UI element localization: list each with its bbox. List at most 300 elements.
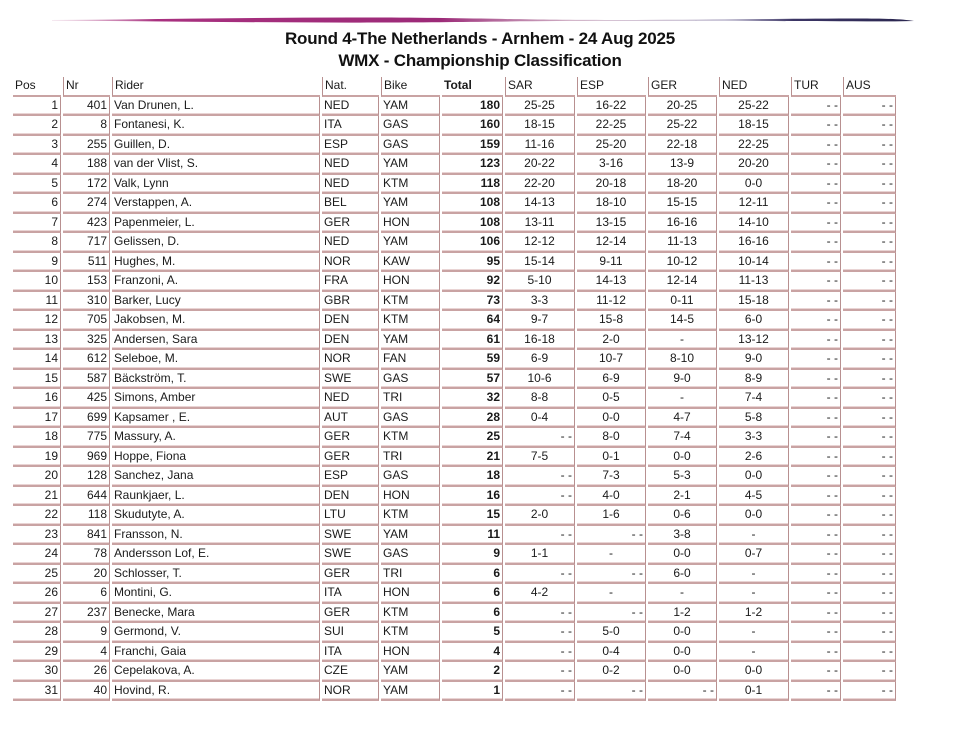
col-header-bike: Bike	[381, 77, 440, 97]
sar-cell: 14-13	[505, 194, 575, 214]
ger-cell: 3-8	[648, 526, 717, 546]
nr-cell: 6	[63, 584, 110, 604]
nat-cell: LTU	[322, 506, 379, 526]
col-header-nat: Nat.	[322, 77, 379, 97]
pos-cell: 17	[13, 409, 61, 429]
tur-cell: - -	[791, 194, 841, 214]
total-cell: 6	[442, 604, 503, 624]
ger-cell: - -	[648, 682, 717, 702]
esp-cell: 20-18	[577, 175, 646, 195]
total-cell: 5	[442, 623, 503, 643]
bike-cell: HON	[381, 214, 440, 234]
total-cell: 61	[442, 331, 503, 351]
rider-cell: Van Drunen, L.	[112, 97, 320, 117]
total-cell: 73	[442, 292, 503, 312]
tur-cell: - -	[791, 292, 841, 312]
total-cell: 64	[442, 311, 503, 331]
nr-cell: 172	[63, 175, 110, 195]
table-row	[13, 487, 896, 507]
tur-cell: - -	[791, 506, 841, 526]
esp-cell: 8-0	[577, 428, 646, 448]
pos-cell: 31	[13, 682, 61, 702]
ned-cell: -	[719, 565, 789, 585]
rider-cell: Benecke, Mara	[112, 604, 320, 624]
total-cell: 28	[442, 409, 503, 429]
bike-cell: YAM	[381, 194, 440, 214]
ned-cell: 9-0	[719, 350, 789, 370]
total-cell: 95	[442, 253, 503, 273]
total-cell: 9	[442, 545, 503, 565]
bike-cell: KTM	[381, 428, 440, 448]
tur-cell: - -	[791, 214, 841, 234]
ger-cell: 5-3	[648, 467, 717, 487]
aus-cell: - -	[843, 467, 896, 487]
aus-cell: - -	[843, 311, 896, 331]
table-row	[13, 331, 896, 351]
ger-cell: 0-11	[648, 292, 717, 312]
tur-cell: - -	[791, 331, 841, 351]
ned-cell: 14-10	[719, 214, 789, 234]
rider-cell: Montini, G.	[112, 584, 320, 604]
sar-cell: - -	[505, 467, 575, 487]
esp-cell: 16-22	[577, 97, 646, 117]
total-cell: 1	[442, 682, 503, 702]
aus-cell: - -	[843, 545, 896, 565]
nr-cell: 188	[63, 155, 110, 175]
nr-cell: 26	[63, 662, 110, 682]
total-cell: 6	[442, 584, 503, 604]
bike-cell: YAM	[381, 233, 440, 253]
col-header-sar: SAR	[505, 77, 575, 97]
tur-cell: - -	[791, 233, 841, 253]
table-row	[13, 584, 896, 604]
rider-cell: Sanchez, Jana	[112, 467, 320, 487]
esp-cell: - -	[577, 682, 646, 702]
pos-cell: 8	[13, 233, 61, 253]
sar-cell: 16-18	[505, 331, 575, 351]
esp-cell: 10-7	[577, 350, 646, 370]
bike-cell: YAM	[381, 97, 440, 117]
rider-cell: Fransson, N.	[112, 526, 320, 546]
esp-cell: 2-0	[577, 331, 646, 351]
ned-cell: 20-20	[719, 155, 789, 175]
ned-cell: 0-7	[719, 545, 789, 565]
esp-cell: 9-11	[577, 253, 646, 273]
esp-cell: 4-0	[577, 487, 646, 507]
nat-cell: FRA	[322, 272, 379, 292]
total-cell: 4	[442, 643, 503, 663]
esp-cell: 22-25	[577, 116, 646, 136]
sar-cell: 18-15	[505, 116, 575, 136]
tur-cell: - -	[791, 370, 841, 390]
sar-cell: 0-4	[505, 409, 575, 429]
tur-cell: - -	[791, 662, 841, 682]
nat-cell: SWE	[322, 370, 379, 390]
tur-cell: - -	[791, 623, 841, 643]
aus-cell: - -	[843, 331, 896, 351]
table-row	[13, 136, 896, 156]
nat-cell: NED	[322, 233, 379, 253]
nat-cell: DEN	[322, 487, 379, 507]
nr-cell: 20	[63, 565, 110, 585]
nat-cell: ITA	[322, 643, 379, 663]
bike-cell: GAS	[381, 136, 440, 156]
pos-cell: 19	[13, 448, 61, 468]
nr-cell: 699	[63, 409, 110, 429]
ger-cell: 0-0	[648, 448, 717, 468]
total-cell: 160	[442, 116, 503, 136]
ger-cell: 16-16	[648, 214, 717, 234]
bike-cell: YAM	[381, 155, 440, 175]
ger-cell: 20-25	[648, 97, 717, 117]
ger-cell: 12-14	[648, 272, 717, 292]
sar-cell: 3-3	[505, 292, 575, 312]
tur-cell: - -	[791, 643, 841, 663]
nr-cell: 717	[63, 233, 110, 253]
tur-cell: - -	[791, 97, 841, 117]
table-row	[13, 526, 896, 546]
nat-cell: ITA	[322, 116, 379, 136]
col-header-total: Total	[442, 77, 503, 97]
ned-cell: 11-13	[719, 272, 789, 292]
ger-cell: 9-0	[648, 370, 717, 390]
total-cell: 118	[442, 175, 503, 195]
tur-cell: - -	[791, 116, 841, 136]
bike-cell: KTM	[381, 292, 440, 312]
nr-cell: 401	[63, 97, 110, 117]
ger-cell: 18-20	[648, 175, 717, 195]
ger-cell: 4-7	[648, 409, 717, 429]
total-cell: 108	[442, 194, 503, 214]
sar-cell: 6-9	[505, 350, 575, 370]
ger-cell: 15-15	[648, 194, 717, 214]
bike-cell: YAM	[381, 331, 440, 351]
sar-cell: - -	[505, 565, 575, 585]
rider-cell: Barker, Lucy	[112, 292, 320, 312]
nr-cell: 705	[63, 311, 110, 331]
tur-cell: - -	[791, 272, 841, 292]
total-cell: 108	[442, 214, 503, 234]
nat-cell: GER	[322, 565, 379, 585]
bike-cell: GAS	[381, 467, 440, 487]
col-header-nr: Nr	[63, 77, 110, 97]
nat-cell: CZE	[322, 662, 379, 682]
sar-cell: - -	[505, 662, 575, 682]
pos-cell: 7	[13, 214, 61, 234]
aus-cell: - -	[843, 643, 896, 663]
ned-cell: 8-9	[719, 370, 789, 390]
table-row	[13, 448, 896, 468]
tur-cell: - -	[791, 604, 841, 624]
esp-cell: -	[577, 545, 646, 565]
pos-cell: 11	[13, 292, 61, 312]
nat-cell: GER	[322, 214, 379, 234]
esp-cell: 11-12	[577, 292, 646, 312]
ned-cell: 7-4	[719, 389, 789, 409]
sar-cell: 22-20	[505, 175, 575, 195]
total-cell: 159	[442, 136, 503, 156]
sar-cell: - -	[505, 604, 575, 624]
aus-cell: - -	[843, 487, 896, 507]
total-cell: 11	[442, 526, 503, 546]
classification-table	[11, 77, 898, 701]
aus-cell: - -	[843, 565, 896, 585]
rider-cell: Schlosser, T.	[112, 565, 320, 585]
nr-cell: 325	[63, 331, 110, 351]
nr-cell: 423	[63, 214, 110, 234]
nat-cell: NED	[322, 97, 379, 117]
table-row	[13, 214, 896, 234]
bike-cell: TRI	[381, 389, 440, 409]
bike-cell: KAW	[381, 253, 440, 273]
bike-cell: KTM	[381, 506, 440, 526]
table-row	[13, 350, 896, 370]
esp-cell: 15-8	[577, 311, 646, 331]
tur-cell: - -	[791, 565, 841, 585]
tur-cell: - -	[791, 409, 841, 429]
table-row	[13, 682, 896, 702]
total-cell: 15	[442, 506, 503, 526]
ned-cell: 18-15	[719, 116, 789, 136]
tur-cell: - -	[791, 253, 841, 273]
tur-cell: - -	[791, 467, 841, 487]
aus-cell: - -	[843, 272, 896, 292]
table-row	[13, 97, 896, 117]
aus-cell: - -	[843, 97, 896, 117]
rider-cell: Hughes, M.	[112, 253, 320, 273]
nat-cell: ESP	[322, 136, 379, 156]
aus-cell: - -	[843, 214, 896, 234]
nat-cell: NOR	[322, 253, 379, 273]
esp-cell: 25-20	[577, 136, 646, 156]
esp-cell: - -	[577, 565, 646, 585]
nat-cell: ESP	[322, 467, 379, 487]
rider-cell: Hovind, R.	[112, 682, 320, 702]
bike-cell: HON	[381, 584, 440, 604]
table-row	[13, 233, 896, 253]
total-cell: 25	[442, 428, 503, 448]
tur-cell: - -	[791, 311, 841, 331]
total-cell: 57	[442, 370, 503, 390]
rider-cell: Fontanesi, K.	[112, 116, 320, 136]
nat-cell: BEL	[322, 194, 379, 214]
ger-cell: 6-0	[648, 565, 717, 585]
ned-cell: -	[719, 643, 789, 663]
bike-cell: KTM	[381, 175, 440, 195]
nat-cell: SUI	[322, 623, 379, 643]
table-row	[13, 155, 896, 175]
total-cell: 92	[442, 272, 503, 292]
esp-cell: 0-4	[577, 643, 646, 663]
esp-cell: -	[577, 584, 646, 604]
pos-cell: 14	[13, 350, 61, 370]
table-row	[13, 565, 896, 585]
pos-cell: 22	[13, 506, 61, 526]
ned-cell: 4-5	[719, 487, 789, 507]
pos-cell: 29	[13, 643, 61, 663]
sar-cell: 20-22	[505, 155, 575, 175]
tur-cell: - -	[791, 545, 841, 565]
aus-cell: - -	[843, 584, 896, 604]
pos-cell: 25	[13, 565, 61, 585]
aus-cell: - -	[843, 662, 896, 682]
tur-cell: - -	[791, 389, 841, 409]
table-row	[13, 292, 896, 312]
nr-cell: 237	[63, 604, 110, 624]
total-cell: 59	[442, 350, 503, 370]
tur-cell: - -	[791, 487, 841, 507]
pos-cell: 20	[13, 467, 61, 487]
ger-cell: 10-12	[648, 253, 717, 273]
esp-cell: - -	[577, 604, 646, 624]
aus-cell: - -	[843, 604, 896, 624]
pos-cell: 9	[13, 253, 61, 273]
table-row	[13, 370, 896, 390]
rider-cell: Cepelakova, A.	[112, 662, 320, 682]
bike-cell: YAM	[381, 682, 440, 702]
bike-cell: KTM	[381, 604, 440, 624]
pos-cell: 26	[13, 584, 61, 604]
sar-cell: 13-11	[505, 214, 575, 234]
total-cell: 180	[442, 97, 503, 117]
rider-cell: Raunkjaer, L.	[112, 487, 320, 507]
table-body	[13, 97, 896, 702]
nat-cell: GER	[322, 428, 379, 448]
esp-cell: 6-9	[577, 370, 646, 390]
ned-cell: 0-0	[719, 506, 789, 526]
esp-cell: 14-13	[577, 272, 646, 292]
ned-cell: 25-22	[719, 97, 789, 117]
rider-cell: Gelissen, D.	[112, 233, 320, 253]
ger-cell: 0-0	[648, 545, 717, 565]
aus-cell: - -	[843, 682, 896, 702]
ned-cell: 0-0	[719, 662, 789, 682]
ger-cell: 14-5	[648, 311, 717, 331]
ger-cell: 11-13	[648, 233, 717, 253]
ned-cell: 3-3	[719, 428, 789, 448]
pos-cell: 30	[13, 662, 61, 682]
table-row	[13, 623, 896, 643]
sar-cell: - -	[505, 643, 575, 663]
esp-cell: 13-15	[577, 214, 646, 234]
esp-cell: 5-0	[577, 623, 646, 643]
ned-cell: 0-0	[719, 175, 789, 195]
aus-cell: - -	[843, 370, 896, 390]
pos-cell: 1	[13, 97, 61, 117]
rider-cell: Franzoni, A.	[112, 272, 320, 292]
nat-cell: NED	[322, 175, 379, 195]
tur-cell: - -	[791, 175, 841, 195]
esp-cell: 0-0	[577, 409, 646, 429]
tur-cell: - -	[791, 428, 841, 448]
esp-cell: 0-2	[577, 662, 646, 682]
rider-cell: Skudutyte, A.	[112, 506, 320, 526]
ger-cell: 0-0	[648, 623, 717, 643]
rider-cell: Seleboe, M.	[112, 350, 320, 370]
aus-cell: - -	[843, 448, 896, 468]
total-cell: 123	[442, 155, 503, 175]
sar-cell: 4-2	[505, 584, 575, 604]
nat-cell: GER	[322, 604, 379, 624]
table-row	[13, 272, 896, 292]
nr-cell: 310	[63, 292, 110, 312]
ned-cell: 1-2	[719, 604, 789, 624]
aus-cell: - -	[843, 526, 896, 546]
ger-cell: 1-2	[648, 604, 717, 624]
nr-cell: 775	[63, 428, 110, 448]
nat-cell: SWE	[322, 526, 379, 546]
aus-cell: - -	[843, 292, 896, 312]
pos-cell: 24	[13, 545, 61, 565]
aus-cell: - -	[843, 233, 896, 253]
rider-cell: Papenmeier, L.	[112, 214, 320, 234]
rider-cell: Verstappen, A.	[112, 194, 320, 214]
ned-cell: 13-12	[719, 331, 789, 351]
aus-cell: - -	[843, 428, 896, 448]
esp-cell: 7-3	[577, 467, 646, 487]
col-header-ger: GER	[648, 77, 717, 97]
pos-cell: 15	[13, 370, 61, 390]
esp-cell: 0-1	[577, 448, 646, 468]
rider-cell: Andersen, Sara	[112, 331, 320, 351]
sar-cell: - -	[505, 526, 575, 546]
ned-cell: 6-0	[719, 311, 789, 331]
decorative-brush-stroke	[52, 15, 914, 25]
rider-cell: Hoppe, Fiona	[112, 448, 320, 468]
esp-cell: 3-16	[577, 155, 646, 175]
sar-cell: 10-6	[505, 370, 575, 390]
sar-cell: 12-12	[505, 233, 575, 253]
esp-cell: 12-14	[577, 233, 646, 253]
nr-cell: 425	[63, 389, 110, 409]
tur-cell: - -	[791, 155, 841, 175]
page-title: Round 4-The Netherlands - Arnhem - 24 Aug 2025	[284, 29, 676, 48]
aus-cell: - -	[843, 253, 896, 273]
table-row	[13, 506, 896, 526]
sar-cell: 15-14	[505, 253, 575, 273]
sar-cell: 8-8	[505, 389, 575, 409]
bike-cell: HON	[381, 643, 440, 663]
aus-cell: - -	[843, 175, 896, 195]
ned-cell: 5-8	[719, 409, 789, 429]
ger-cell: 2-1	[648, 487, 717, 507]
rider-cell: Bäckström, T.	[112, 370, 320, 390]
bike-cell: KTM	[381, 623, 440, 643]
nat-cell: GER	[322, 448, 379, 468]
sar-cell: 11-16	[505, 136, 575, 156]
aus-cell: - -	[843, 506, 896, 526]
ger-cell: 7-4	[648, 428, 717, 448]
total-cell: 18	[442, 467, 503, 487]
nr-cell: 255	[63, 136, 110, 156]
col-header-aus: AUS	[843, 77, 896, 97]
ned-cell: 12-11	[719, 194, 789, 214]
aus-cell: - -	[843, 155, 896, 175]
rider-cell: van der Vlist, S.	[112, 155, 320, 175]
table-row	[13, 311, 896, 331]
rider-cell: Massury, A.	[112, 428, 320, 448]
table-row	[13, 604, 896, 624]
sar-cell: 25-25	[505, 97, 575, 117]
table-row	[13, 662, 896, 682]
pos-cell: 27	[13, 604, 61, 624]
bike-cell: TRI	[381, 448, 440, 468]
bike-cell: GAS	[381, 545, 440, 565]
bike-cell: GAS	[381, 116, 440, 136]
nr-cell: 153	[63, 272, 110, 292]
ger-cell: -	[648, 584, 717, 604]
nr-cell: 587	[63, 370, 110, 390]
